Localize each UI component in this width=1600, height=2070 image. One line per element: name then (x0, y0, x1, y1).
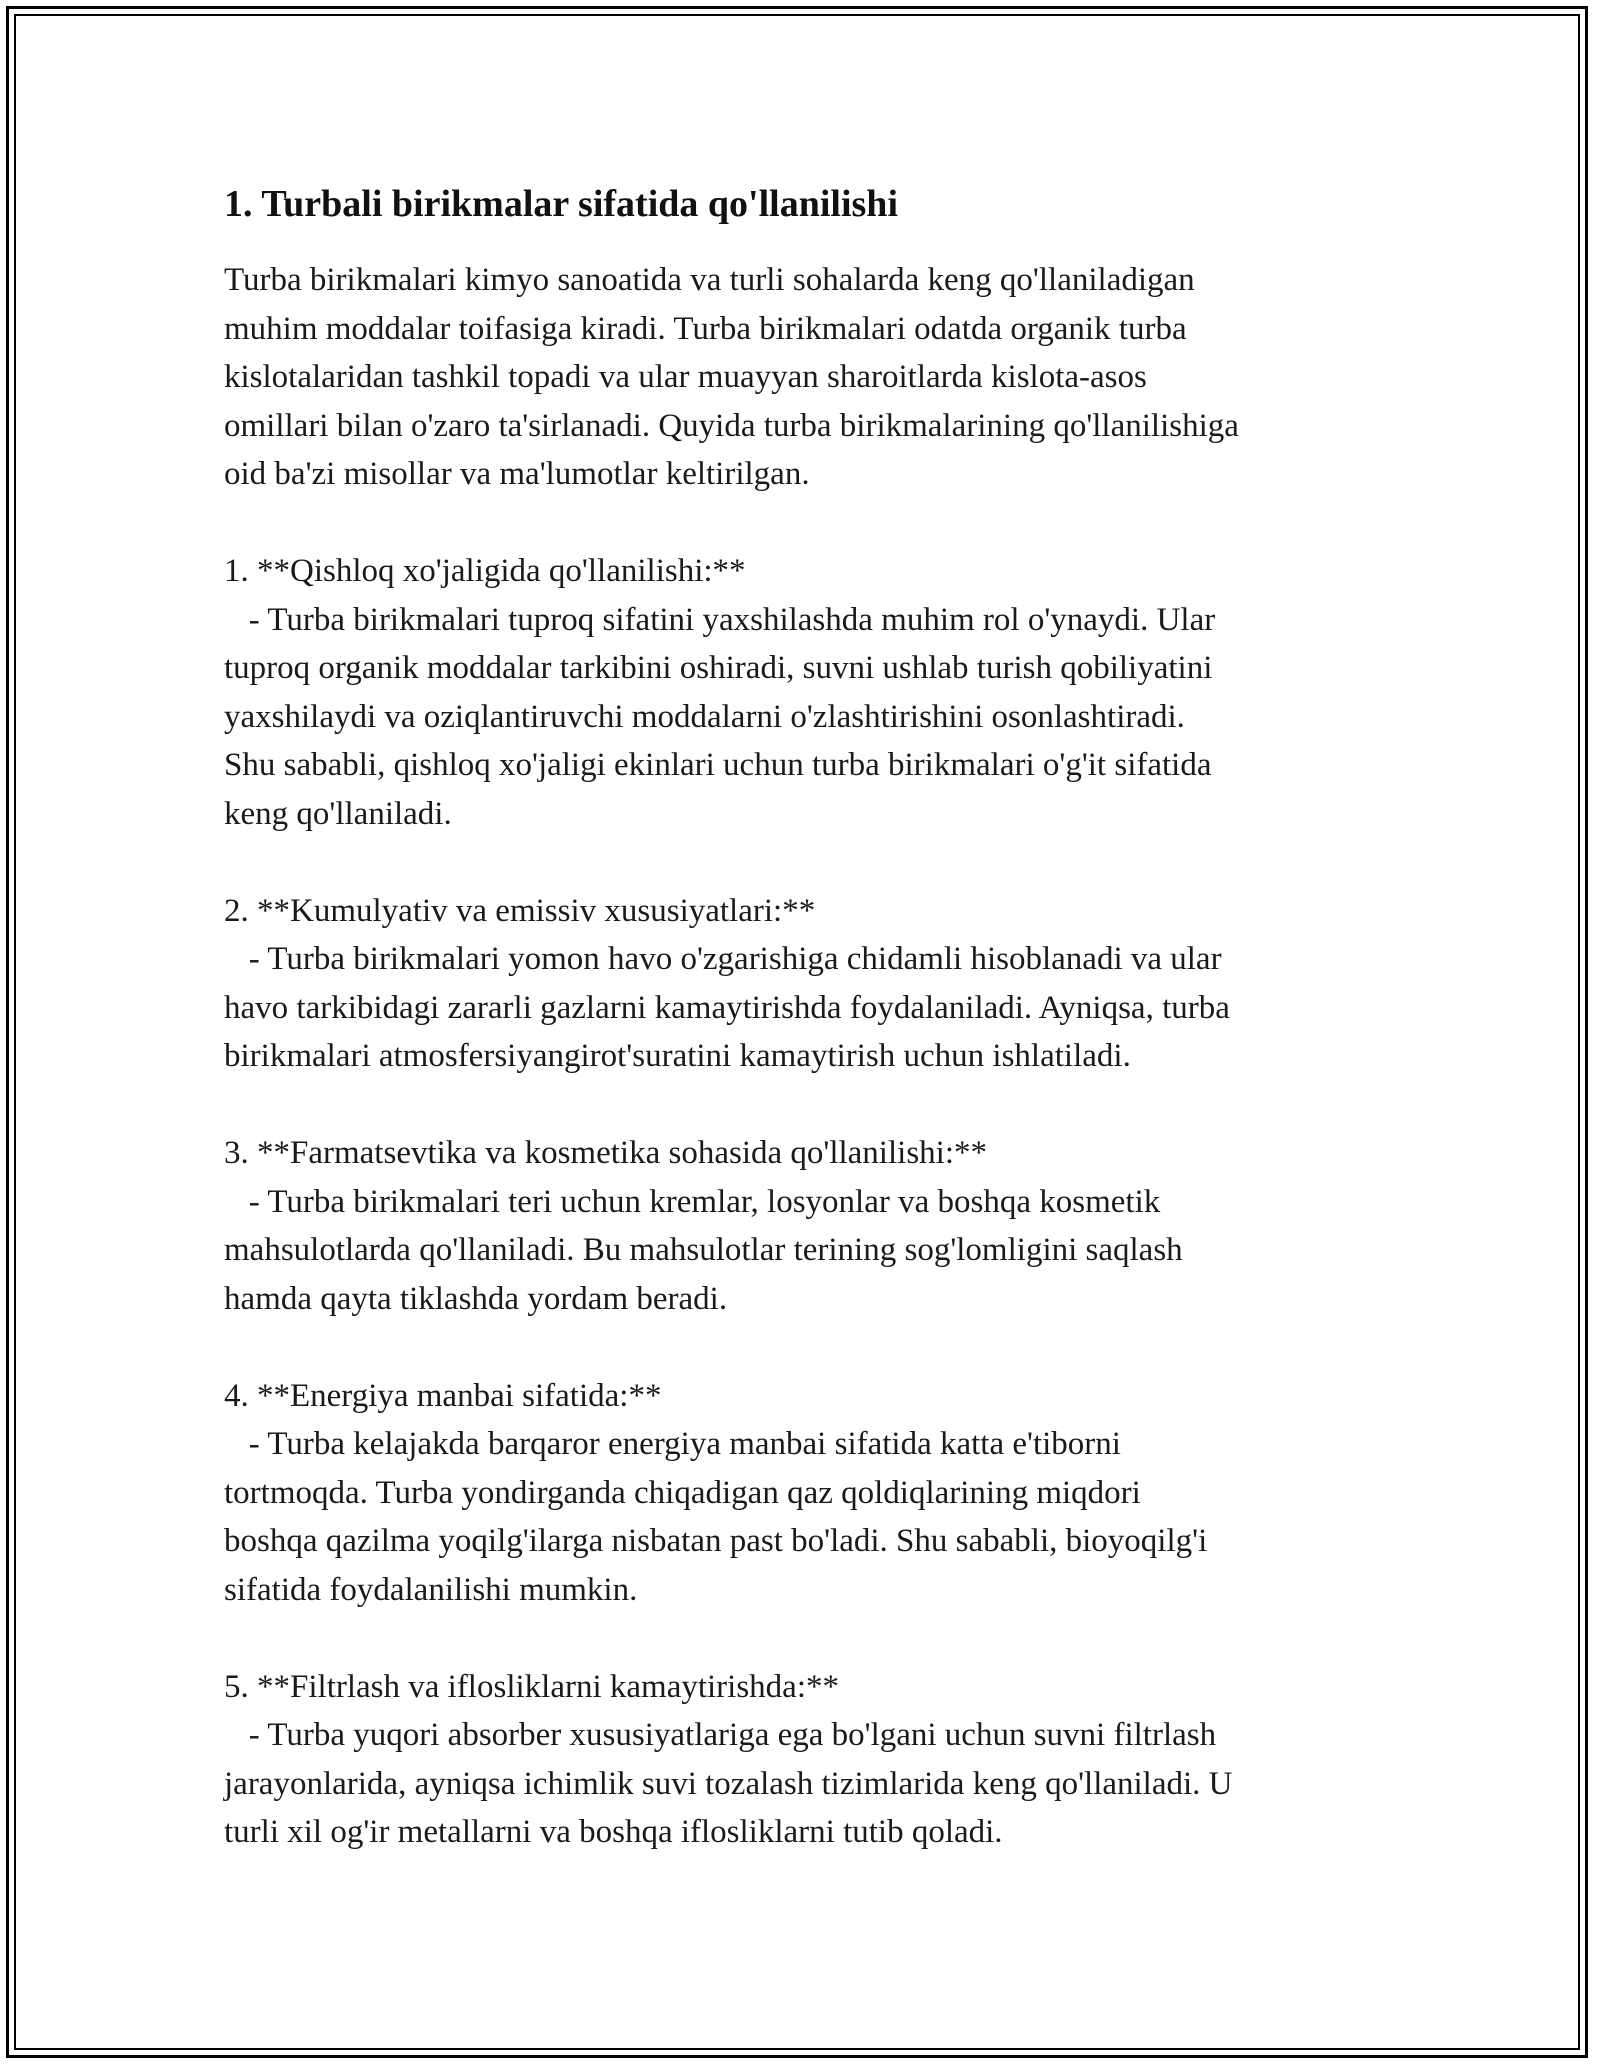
intro-paragraph: Turba birikmalari kimyo sanoatida va turli sohalarda keng qo'llaniladigan muhim moddalar toifasiga kiradi. Turba birikmalari odatda organik turba kislotalaridan tashkil topadi va ular muayyan sharoitlarda kislota-asos omillari bilan o'zaro ta'sirlanadi. Quyida turba birikmalarining qo'llanilishiga oid ba'zi misollar va ma'lumotlar keltirilgan. (224, 262, 1239, 492)
document-title: 1. Turbali birikmalar sifatida qo'llanilishi (224, 183, 898, 225)
list-item-heading: 3. **Farmatsevtika va kosmetika sohasida qo'llanilishi:** (224, 1135, 987, 1171)
spacer (224, 838, 1384, 887)
list-item (224, 547, 1384, 838)
list-item-heading: 5. **Filtrlash va iflosliklarni kamaytirishda:** (224, 1668, 839, 1705)
list-item (224, 1663, 1384, 1857)
spacer (224, 499, 1384, 548)
list-item-heading: 1. **Qishloq xo'jaligida qo'llanilishi:** (224, 553, 746, 589)
list-item (224, 1129, 1384, 1323)
list-item-body: - Turba birikmalari tuproq sifatini yaxshilashda muhim rol o'ynaydi. Ular tuproq organik moddalar tarkibini oshiradi, suvni ushlab turish qobiliyatini yaxshilaydi va oziqlantiruvchi moddalarni o'zlashtirishini osonlashtiradi. Shu sababli, qishloq xo'jaligi ekinlari uchun turba birikmalari o'g'it sifatida keng qo'llaniladi. (224, 601, 1216, 832)
list-item (224, 1372, 1384, 1615)
spacer (224, 1081, 1384, 1130)
list-item-heading: 2. **Kumulyativ va emissiv xususiyatlari:** (224, 892, 816, 929)
list-item (224, 887, 1384, 1081)
list-item-body: - Turba kelajakda barqaror energiya manbai sifatida katta e'tiborni tortmoqda. Turba yondirganda chiqadigan qaz qoldiqlarining miqdori boshqa qazilma yoqilg'ilarga nisbatan past bo'ladi. Shu sababli, bioyoqilg'i sifatida foydalanilishi mumkin. (224, 1426, 1208, 1608)
document-content (224, 178, 1384, 1857)
spacer (224, 1323, 1384, 1372)
list-item-body: - Turba yuqori absorber xususiyatlariga ega bo'lgani uchun suvni filtrlash jarayonlarida, ayniqsa ichimlik suvi tozalash tizimlarida keng qo'llaniladi. U turli xil og'ir metallarni va boshqa iflosliklarni tutib qoladi. (224, 1717, 1233, 1850)
spacer (224, 1614, 1384, 1663)
list-item-heading: 4. **Energiya manbai sifatida:** (224, 1377, 662, 1414)
list-item-body: - Turba birikmalari yomon havo o'zgarishiga chidamli hisoblanadi va ular havo tarkibidagi zararli gazlarni kamaytirishda foydalaniladi. Ayniqsa, turba birikmalari atmosfersiyangirot'suratini kamaytirish uchun ishlatiladi. (224, 941, 1230, 1074)
list-item-body: - Turba birikmalari teri uchun kremlar, losyonlar va boshqa kosmetik mahsulotlarda qo'llaniladi. Bu mahsulotlar terining sog'lomligini saqlash hamda qayta tiklashda yordam beradi. (224, 1183, 1183, 1317)
